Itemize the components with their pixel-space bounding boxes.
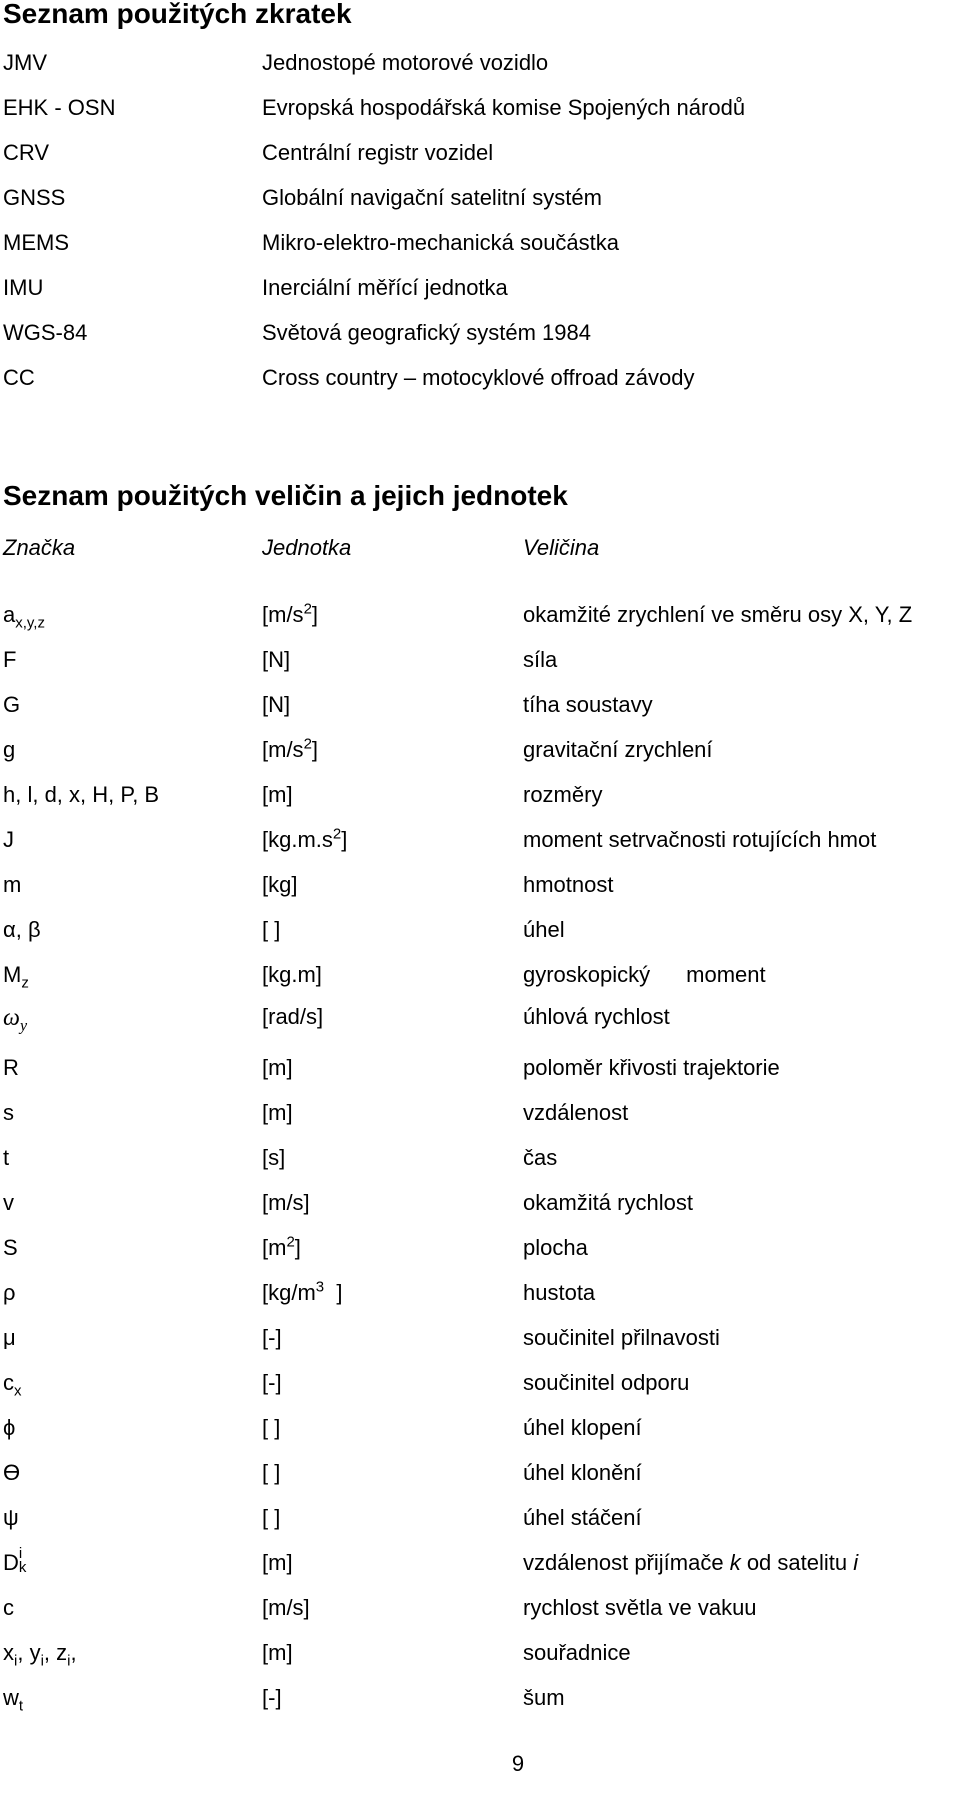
quantity-row [0,1642,960,1682]
abbreviation-meaning: Evropská hospodářská komise Spojených národů [262,95,746,120]
abbreviation-meaning: Mikro-elektro-mechanická součástka [262,230,620,255]
quantity-symbol: ρ [3,1280,16,1305]
quantity-unit: [-] [262,1325,282,1350]
quantity-name: hmotnost [523,872,614,897]
quantity-symbol: S [3,1235,18,1260]
quantity-symbol: Ɵ [3,1460,21,1485]
quantity-unit: [m] [262,1055,293,1080]
abbreviations-heading: Seznam použitých zkratek [3,0,352,29]
quantity-row [0,649,960,689]
abbreviation-row [0,187,960,227]
abbreviation-row [0,142,960,182]
quantity-name: úhel klopení [523,1415,642,1440]
quantity-name: rychlost světla ve vakuu [523,1595,757,1620]
quantity-row [0,1102,960,1142]
quantity-row [0,694,960,734]
quantity-row [0,1327,960,1367]
quantity-row [0,1372,960,1412]
quantity-symbol: $x_i$, $y_i$, $z_i$, [3,1640,77,1670]
abbreviation-meaning: Inerciální měřící jednotka [262,275,508,300]
quantity-name: úhel stáčení [523,1505,642,1530]
quantity-name: vzdálenost přijímače k od satelitu i [523,1550,859,1575]
quantity-unit: [m] [262,1100,293,1125]
quantity-name: gravitační zrychlení [523,737,713,762]
quantity-name: součinitel odporu [523,1370,690,1395]
quantity-name: hustota [523,1280,596,1305]
quantity-symbol: R [3,1055,19,1080]
quantity-row [0,825,960,869]
quantity-unit: [-] [262,1685,282,1710]
quantities-heading: Seznam použitých veličin a jejich jednotek [3,480,568,511]
quantity-unit: [N] [262,647,291,672]
quantity-name: plocha [523,1235,588,1260]
quantity-symbol: $a_{x,y,z}$ [3,602,45,632]
abbreviation-meaning: Cross country – motocyklové offroad závody [262,365,695,390]
quantity-name: okamžité zrychlení ve směru osy X, Y, Z [523,602,913,627]
quantity-name: poloměr křivosti trajektorie [523,1055,780,1080]
quantity-name: úhlová rychlost [523,1004,670,1029]
quantity-symbol: G [3,692,21,717]
quantity-row [0,964,960,1004]
quantity-symbol: v [3,1190,14,1215]
quantity-name: gyroskopický moment [523,962,766,987]
quantity-unit: [ ] [262,917,281,942]
quantity-unit: [N] [262,692,291,717]
page-number: 9 [511,1751,525,1776]
quantity-symbol: D i k [3,1545,27,1576]
quantity-name: čas [523,1145,558,1170]
quantity-row [0,1147,960,1187]
abbreviation-code: IMU [3,275,44,300]
quantity-symbol: $M_z$ [3,962,29,992]
quantity-row [0,735,960,779]
abbreviation-row [0,367,960,407]
quantity-symbol: s [3,1100,14,1125]
quantity-symbol: g [3,737,16,762]
quantity-unit: $[m/s^2]$ [262,735,319,762]
quantity-row [0,600,960,644]
abbreviation-row [0,322,960,362]
quantity-symbol: c [3,1595,14,1620]
quantity-unit: [kg] [262,872,298,897]
quantity-symbol: h, l, d, x, H, P, B [3,782,160,807]
quantity-name: okamžitá rychlost [523,1190,693,1215]
column-header-quantity: Veličina [523,535,600,560]
quantity-unit: [m] [262,1640,293,1665]
quantity-unit: [m] [262,782,293,807]
quantity-row [0,1006,960,1046]
quantity-unit: [ ] [262,1415,281,1440]
quantity-name: souřadnice [523,1640,631,1665]
quantity-name: síla [523,647,558,672]
quantity-row [0,1597,960,1637]
abbreviation-row [0,97,960,137]
quantity-row [0,919,960,959]
abbreviation-code: MEMS [3,230,69,255]
quantity-unit: $[m/s^2]$ [262,600,319,627]
quantity-symbol: t [3,1145,10,1170]
column-header-symbol: Značka [3,535,76,560]
quantity-unit: [ ] [262,1460,281,1485]
quantity-row [0,1057,960,1097]
quantity-name: vzdálenost [523,1100,629,1125]
quantity-row [0,1687,960,1727]
quantity-row [0,1278,960,1322]
quantity-name: úhel [523,917,565,942]
quantity-symbol: α, β [3,917,41,942]
abbreviation-code: GNSS [3,185,66,210]
abbreviation-meaning: Centrální registr vozidel [262,140,494,165]
quantity-unit: [rad/s] [262,1004,324,1029]
quantity-symbol: ϕ [3,1415,16,1440]
quantity-row [0,874,960,914]
quantity-name: součinitel přilnavosti [523,1325,720,1350]
quantity-unit: [m/s] [262,1595,310,1620]
quantity-symbol: $\omega_y$ [3,1005,28,1035]
abbreviation-code: EHK - OSN [3,95,116,120]
abbreviation-meaning: Světová geografický systém 1984 [262,320,591,345]
quantity-symbol: F [3,647,17,672]
abbreviation-row [0,277,960,317]
abbreviation-code: CC [3,365,35,390]
quantity-row [0,784,960,824]
quantity-unit: [$kg/m^3$ ] [262,1278,343,1305]
abbreviation-code: JMV [3,50,47,75]
quantity-row [0,1233,960,1277]
quantity-symbol: m [3,872,22,897]
quantity-unit: [ ] [262,1505,281,1530]
quantity-symbol: $w_t$ [3,1685,24,1715]
quantity-symbol: $c_x$ [3,1370,22,1400]
quantity-unit: [m/s] [262,1190,310,1215]
quantity-name: moment setrvačnosti rotujících hmot [523,827,877,852]
quantity-symbol: J [3,827,14,852]
quantity-unit: [kg.m] [262,962,322,987]
abbreviation-code: CRV [3,140,50,165]
quantity-row [0,1417,960,1457]
quantity-symbol: ψ [3,1505,19,1530]
quantity-unit: [m] [262,1550,293,1575]
quantity-name: tíha soustavy [523,692,653,717]
abbreviation-code: WGS-84 [3,320,88,345]
quantity-row [0,1462,960,1502]
abbreviation-row [0,52,960,92]
quantity-row [0,1507,960,1547]
abbreviation-row [0,232,960,272]
quantity-name: úhel klonění [523,1460,642,1485]
quantity-unit: [s] [262,1145,286,1170]
quantity-unit: $[m^2]$ [262,1233,301,1260]
abbreviation-meaning: Globální navigační satelitní systém [262,185,602,210]
quantity-unit: $[kg.m.s^2]$ [262,825,348,852]
abbreviation-meaning: Jednostopé motorové vozidlo [262,50,549,75]
quantity-name: šum [523,1685,565,1710]
quantity-unit: [-] [262,1370,282,1395]
quantity-row [0,1192,960,1232]
quantity-name: rozměry [523,782,603,807]
quantity-row [0,1545,960,1592]
quantity-symbol: μ [3,1325,16,1350]
column-header-unit: Jednotka [262,535,352,560]
